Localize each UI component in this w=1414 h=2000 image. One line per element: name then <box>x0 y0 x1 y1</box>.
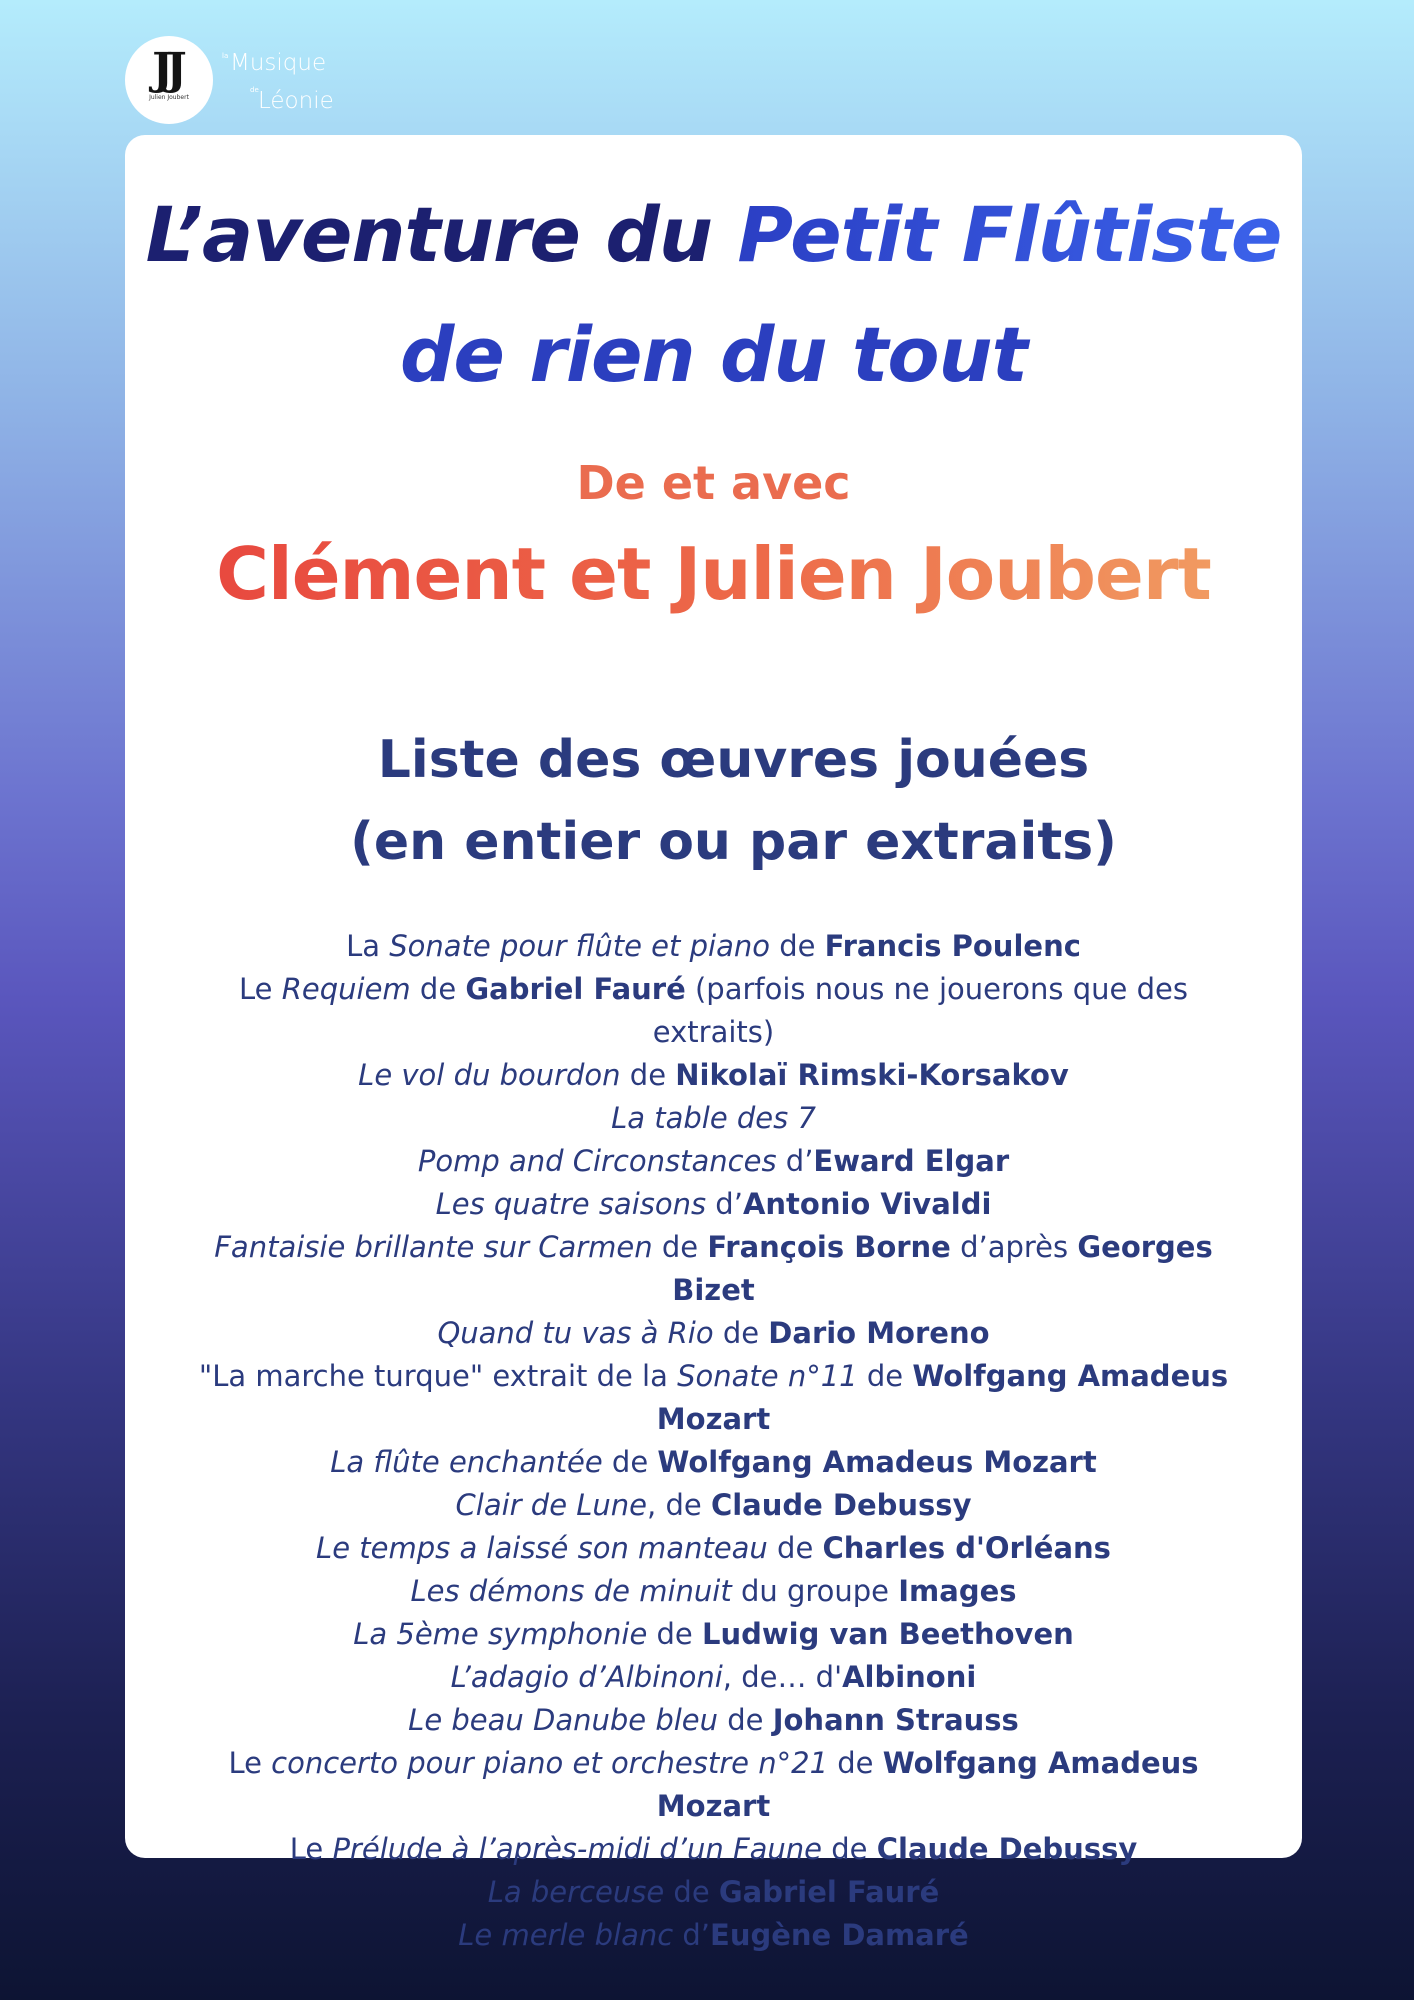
work-item <box>175 1613 1252 1656</box>
work-item <box>175 1914 1252 1957</box>
work-composer: Johann Strauss <box>772 1703 1019 1737</box>
work-item <box>175 925 1252 968</box>
work-title: Sonate n°11 <box>677 1359 858 1393</box>
work-title: Quand tu vas à Rio <box>437 1316 714 1350</box>
logo-caption: Julien Joubert <box>149 94 189 101</box>
work-connector: de <box>718 1703 773 1737</box>
work-item <box>175 1828 1252 1871</box>
work-composer: Eugène Damaré <box>710 1918 969 1952</box>
musique-de-leonie-logo <box>220 50 340 120</box>
work-item <box>175 1484 1252 1527</box>
work-title: La table des 7 <box>611 1101 816 1135</box>
work-connector: de <box>602 1445 658 1479</box>
work-item <box>175 1312 1252 1355</box>
credits-intro: De et avec <box>576 456 851 510</box>
work-title: Les quatre saisons <box>435 1187 707 1221</box>
work-connector: de <box>857 1359 913 1393</box>
work-connector: du groupe <box>731 1574 899 1608</box>
work-connector: de <box>828 1746 883 1780</box>
work-title: concerto pour piano et orchestre n°21 <box>271 1746 829 1780</box>
logo-word-1: Musique <box>230 50 327 76</box>
work-item <box>175 1183 1252 1226</box>
work-connector: La <box>346 929 390 963</box>
work-title: Requiem <box>281 972 411 1006</box>
work-composer: Gabriel Fauré <box>465 972 686 1006</box>
work-composer: Images <box>898 1574 1017 1608</box>
work-composer: Georges Bizet <box>672 1230 1213 1307</box>
work-connector: de <box>652 1230 708 1264</box>
work-item <box>175 1699 1252 1742</box>
work-composer: Claude Debussy <box>710 1488 972 1522</box>
logo-small-word-1: la <box>222 52 229 60</box>
work-connector: d’après <box>950 1230 1078 1264</box>
work-connector: Le <box>289 1832 333 1866</box>
work-connector: "La marche turque" extrait de la <box>198 1359 678 1393</box>
work-item <box>175 1871 1252 1914</box>
work-title: Pomp and Circonstances <box>417 1144 777 1178</box>
work-connector: de <box>647 1617 702 1651</box>
work-item <box>175 1054 1252 1097</box>
works-heading-line-2: (en entier ou par extraits) <box>350 812 1117 872</box>
work-composer: Ludwig van Beethoven <box>701 1617 1074 1651</box>
work-title: Le temps a laissé son manteau <box>316 1531 768 1565</box>
title-line-2: de rien du tout <box>400 310 1027 399</box>
work-connector: de <box>713 1316 769 1350</box>
work-item <box>175 968 1252 1054</box>
work-title: Prélude à l’après-midi d’un Faune <box>332 1832 823 1866</box>
work-item <box>175 1441 1252 1484</box>
work-composer: Gabriel Fauré <box>718 1875 940 1909</box>
title-line-1 <box>125 135 1302 295</box>
credits-names <box>125 529 1302 619</box>
work-item <box>175 1527 1252 1570</box>
work-title: Le merle blanc <box>458 1918 674 1952</box>
works-list <box>125 925 1302 1957</box>
work-composer: Claude Debussy <box>876 1832 1138 1866</box>
work-title: Sonate pour flûte et piano <box>389 929 770 963</box>
content-card <box>125 135 1302 1952</box>
work-title: La berceuse <box>487 1875 665 1909</box>
work-title: La flûte enchantée <box>330 1445 603 1479</box>
work-connector: Le <box>239 972 282 1006</box>
work-composer: Eward Elgar <box>813 1144 1010 1178</box>
work-connector: de <box>769 929 825 963</box>
work-composer: Dario Moreno <box>768 1316 990 1350</box>
work-connector: d’ <box>706 1187 743 1221</box>
title-part-1: L’aventure du <box>145 190 712 279</box>
work-connector: d’ <box>673 1918 711 1952</box>
credits-names-text: Clément et Julien Joubert <box>216 532 1211 616</box>
work-item <box>175 1140 1252 1183</box>
work-composer: Charles d'Orléans <box>822 1531 1111 1565</box>
work-title: Le beau Danube bleu <box>408 1703 719 1737</box>
work-composer: Wolfgang Amadeus Mozart <box>657 1445 1097 1479</box>
title-part-2: Petit Flûtiste <box>737 190 1282 279</box>
works-heading <box>165 719 1302 883</box>
work-connector: d’ <box>776 1144 814 1178</box>
work-item <box>175 1097 1252 1140</box>
work-title: Fantaisie brillante sur Carmen <box>214 1230 653 1264</box>
work-composer: Antonio Vivaldi <box>742 1187 992 1221</box>
logo-monogram: JJ <box>152 44 180 95</box>
work-title: Clair de Lune <box>455 1488 648 1522</box>
work-connector: de <box>767 1531 823 1565</box>
work-item <box>175 1570 1252 1613</box>
work-composer: Wolfgang Amadeus Mozart <box>656 1746 1199 1823</box>
work-composer: François Borne <box>707 1230 951 1264</box>
work-item <box>175 1742 1252 1828</box>
work-title: Les démons de minuit <box>410 1574 732 1608</box>
work-title: Le vol du bourdon <box>358 1058 621 1092</box>
work-item <box>175 1656 1252 1699</box>
work-connector: de <box>822 1832 877 1866</box>
work-composer: Wolfgang Amadeus Mozart <box>656 1359 1229 1436</box>
work-connector: , de <box>647 1488 711 1522</box>
work-item <box>175 1355 1252 1441</box>
work-connector: de <box>620 1058 676 1092</box>
work-title: L’adagio d’Albinoni <box>450 1660 723 1694</box>
work-composer: Nikolaï Rimski-Korsakov <box>675 1058 1069 1092</box>
work-composer: Albinoni <box>842 1660 977 1694</box>
work-title: La 5ème symphonie <box>353 1617 648 1651</box>
works-heading-line-1: Liste des œuvres jouées <box>377 730 1090 790</box>
work-connector: de <box>664 1875 719 1909</box>
work-connector: (parfois nous ne jouerons que des extraits) <box>652 972 1188 1049</box>
work-composer: Francis Poulenc <box>824 929 1081 963</box>
work-connector: Le <box>228 1746 272 1780</box>
julien-joubert-logo <box>125 36 213 124</box>
work-connector: de <box>410 972 466 1006</box>
work-item <box>175 1226 1252 1312</box>
work-connector: , de… d' <box>722 1660 843 1694</box>
logo-small-word-2: de <box>250 86 259 94</box>
logo-word-2: Léonie <box>258 88 334 114</box>
